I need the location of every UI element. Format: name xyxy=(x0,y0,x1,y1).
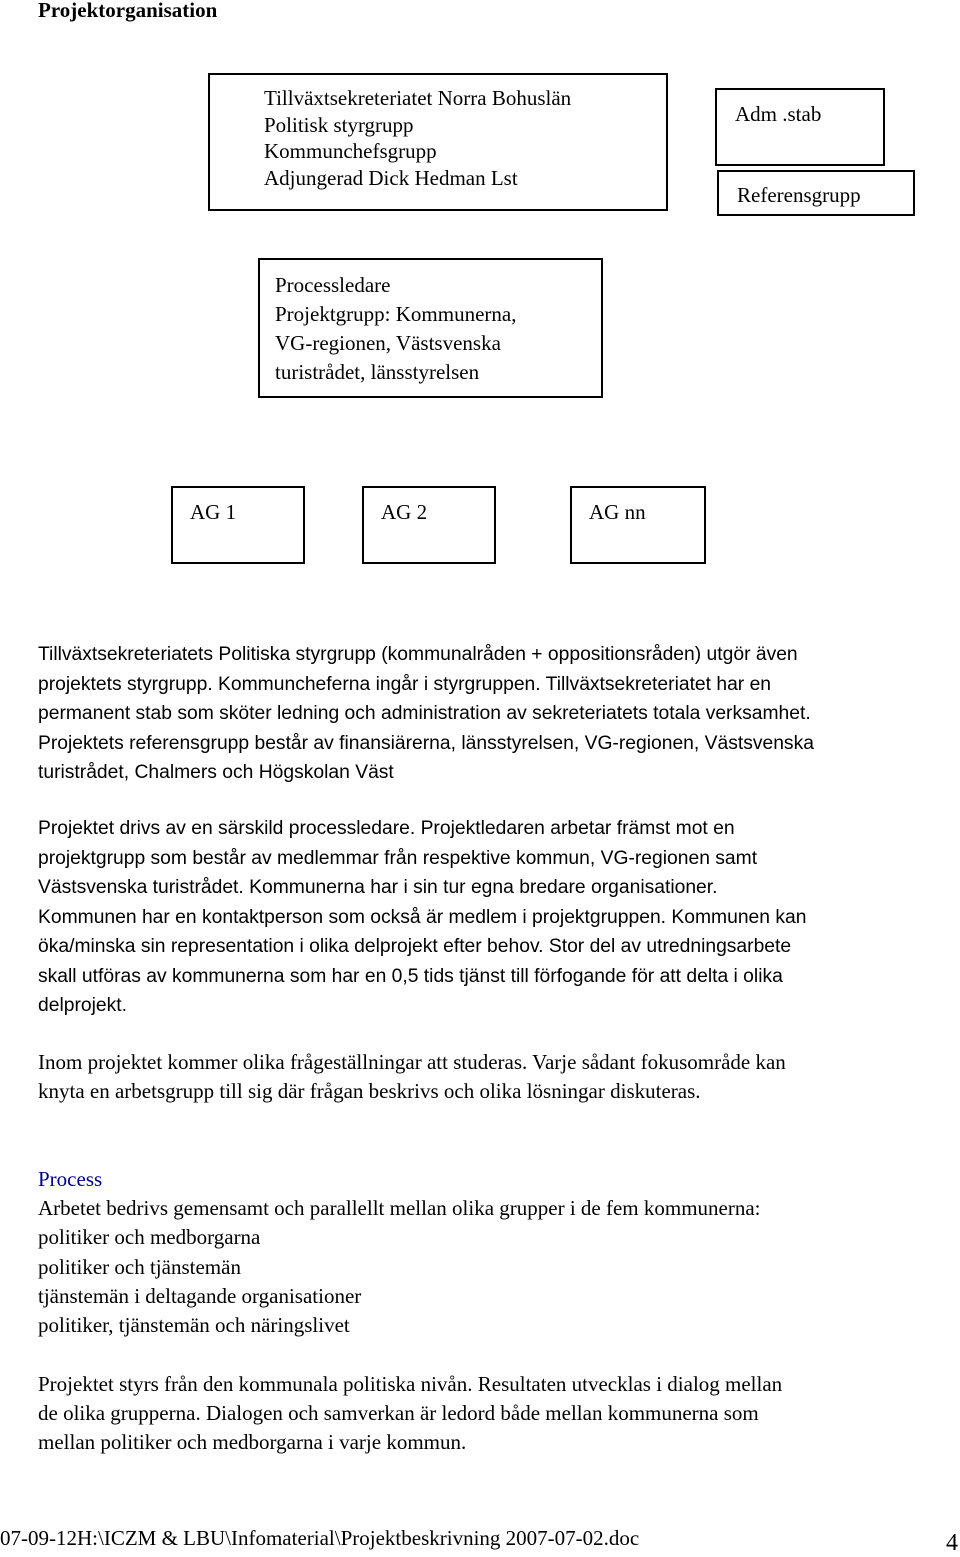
box-label: AG 1 xyxy=(190,500,237,524)
section-process xyxy=(38,1165,761,1340)
text-line: projektets styrgrupp. Kommuncheferna ingår i styrgruppen. Tillväxtsekreteriatet har en xyxy=(38,673,772,695)
box-tillvaxtsekreteriatet xyxy=(208,73,668,211)
process-item: politiker och medborgarna xyxy=(38,1225,261,1250)
box-ag-2 xyxy=(362,486,496,564)
text-line: projektgrupp som består av medlemmar från respektive kommun, VG-regionen samt xyxy=(38,847,758,869)
box-ag-nn xyxy=(570,486,706,564)
box-line: turistrådet, länsstyrelsen xyxy=(275,360,480,384)
box-label: AG nn xyxy=(589,500,646,524)
box-line: VG-regionen, Västsvenska xyxy=(275,331,501,355)
paragraph-styrning xyxy=(38,1370,782,1458)
text-line: öka/minska sin representation i olika delprojekt efter behov. Stor del av utredningsarbete xyxy=(38,936,792,957)
box-line: Kommunchefsgrupp xyxy=(264,139,437,163)
text-line: mellan politiker och medborgarna i varje kommun. xyxy=(38,1430,467,1455)
text-line: permanent stab som sköter ledning och administration av sekreteriatets totala verksamhet. xyxy=(38,703,811,724)
text-line: turistrådet, Chalmers och Högskolan Väst xyxy=(38,762,394,783)
text-line: knyta en arbetsgrupp till sig där frågan beskrivs och olika lösningar diskuteras. xyxy=(38,1079,701,1104)
process-item: tjänstemän i deltagande organisationer xyxy=(38,1283,362,1308)
text-line: Projektet drivs av en särskild processledare. Projektledaren arbetar främst mot en xyxy=(38,818,735,839)
box-ag-1 xyxy=(171,486,305,564)
process-item: politiker och tjänstemän xyxy=(38,1254,241,1279)
process-intro: Arbetet bedrivs gemensamt och parallellt mellan olika grupper i de fem kommunerna: xyxy=(38,1196,761,1221)
box-label: Adm .stab xyxy=(735,102,822,126)
text-line: skall utföras av kommunerna som har en 0,5 tids tjänst till förfogande för att delta i olika xyxy=(38,965,783,987)
text-line: Projektets referensgrupp består av finansiärerna, länsstyrelsen, VG-regionen, Västsvenska xyxy=(38,732,814,754)
text-line: de olika grupperna. Dialogen och samverkan är ledord både mellan kommunerna som xyxy=(38,1401,759,1426)
box-referensgrupp xyxy=(717,170,915,216)
footer-file-path: 07-09-12H:\ICZM & LBU\Infomaterial\Projektbeskrivning 2007-07-02.doc xyxy=(0,1526,640,1550)
paragraph-styrgrupp xyxy=(38,640,814,788)
text-line: delprojekt. xyxy=(38,995,127,1016)
text-line: Västsvenska turistrådet. Kommunerna har i sin tur egna bredare organisationer. xyxy=(38,877,718,898)
text-line: Inom projektet kommer olika frågeställningar att studeras. Varje sådant fokusområde kan xyxy=(38,1050,786,1074)
text-line: Kommunen har en kontaktperson som också är medlem i projektgruppen. Kommunen kan xyxy=(38,906,807,928)
box-processledare xyxy=(258,258,603,398)
box-line: Processledare xyxy=(275,273,391,297)
text-line: Projektet styrs från den kommunala politiska nivån. Resultaten utvecklas i dialog mellan xyxy=(38,1372,783,1396)
paragraph-processledare xyxy=(38,814,806,1021)
box-label: Referensgrupp xyxy=(737,183,861,207)
box-adm-stab xyxy=(715,88,885,166)
process-heading: Process xyxy=(38,1167,103,1191)
page-number: 4 xyxy=(946,1530,958,1556)
text-line: Tillväxtsekreteriatets Politiska styrgrupp (kommunalråden + oppositionsråden) utgör även xyxy=(38,644,798,665)
box-label: AG 2 xyxy=(381,500,428,524)
box-line: Projektgrupp: Kommunerna, xyxy=(275,302,517,326)
box-line: Tillväxtsekreteriatet Norra Bohuslän xyxy=(264,86,572,110)
paragraph-fokusomrade xyxy=(38,1048,786,1106)
process-item: politiker, tjänstemän och näringslivet xyxy=(38,1313,350,1338)
box-line: Adjungerad Dick Hedman Lst xyxy=(264,165,518,190)
page-heading: Projektorganisation xyxy=(38,0,218,22)
box-line: Politisk styrgrupp xyxy=(264,112,414,137)
